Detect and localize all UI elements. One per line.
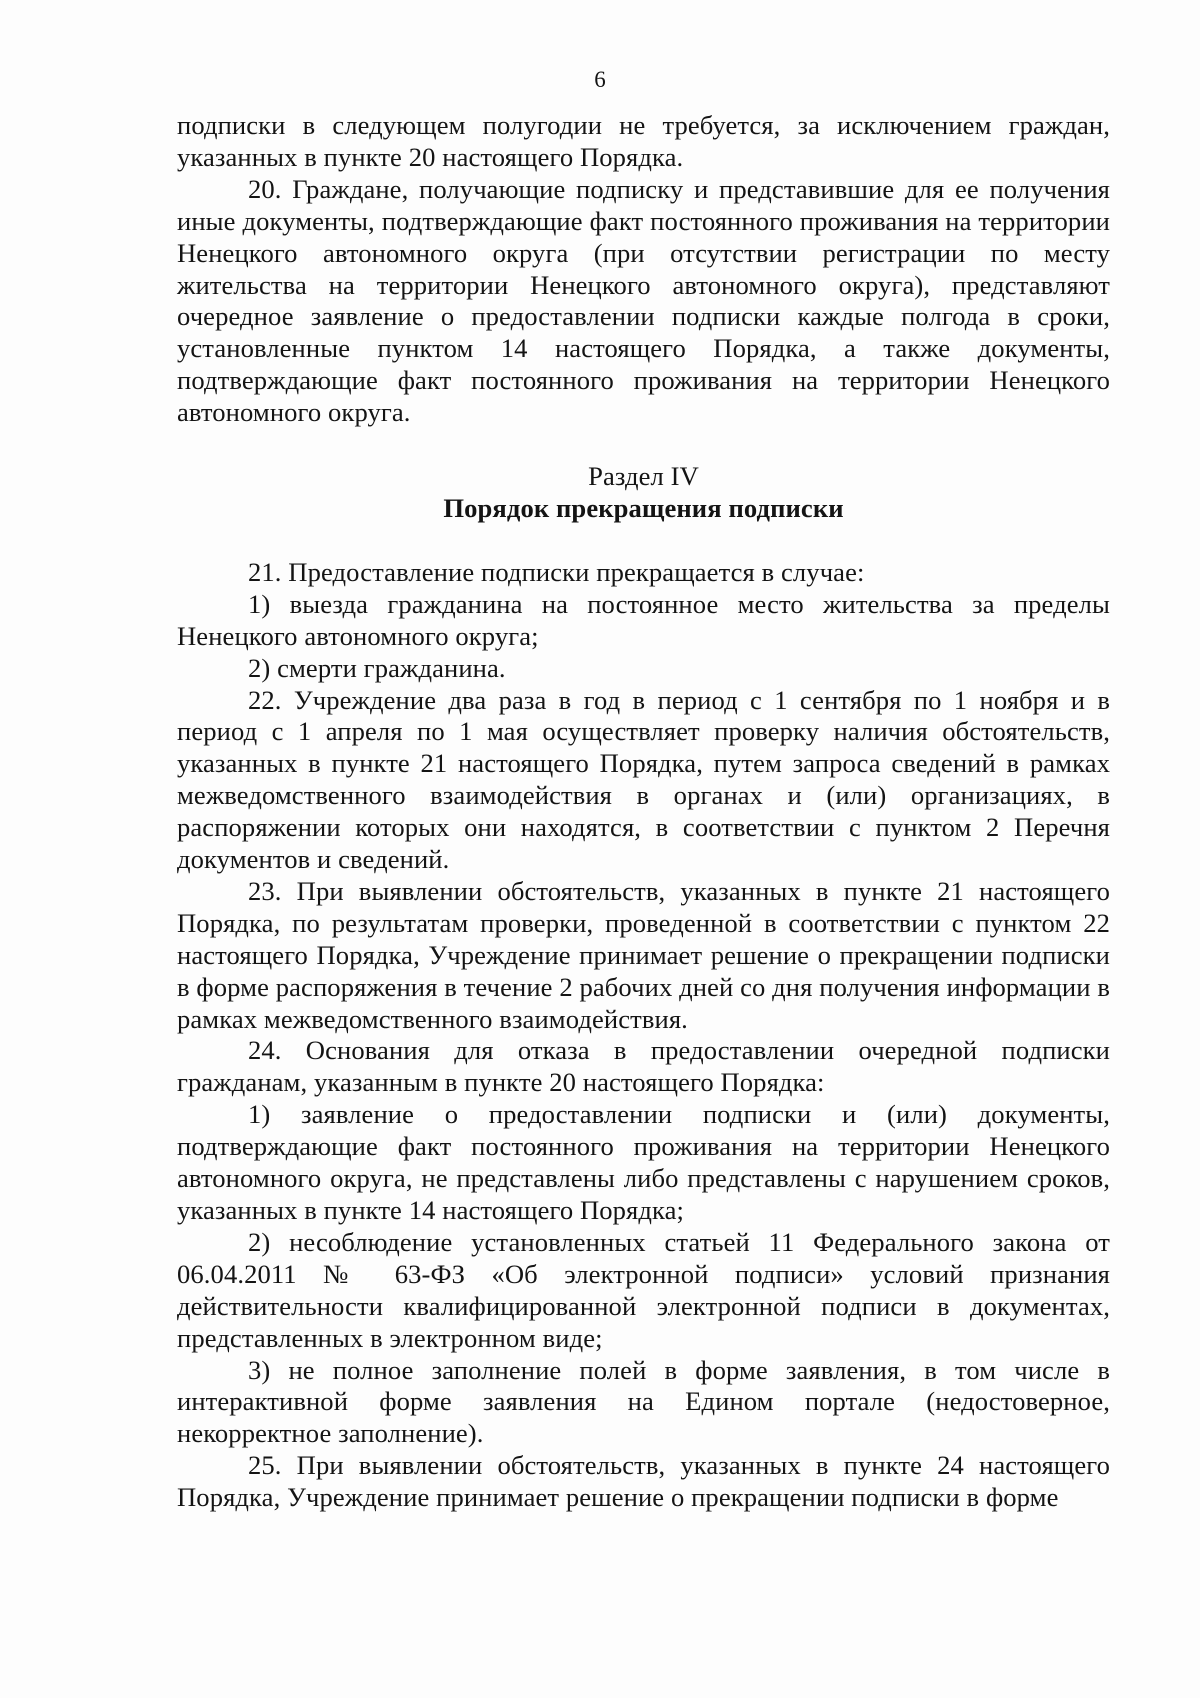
paragraph-22: 22. Учреждение два раза в год в период с 1 сентября по 1 ноября и в период с 1 апреля по 1 мая осуществляет проверку наличия обстоятельств, указанных в пункте 21 настоящего Порядка, путем запроса сведений в рамках межведомственного взаимодействия в органах и (или) организациях, в распоряжении которых они находятся, в соответствии с пунктом 2 Перечня документов и сведений.: [177, 684, 1110, 875]
document-body: [177, 110, 1110, 1514]
paragraph-25: 25. При выявлении обстоятельств, указанных в пункте 24 настоящего Порядка, Учреждение принимает решение о прекращении подписки в форме: [177, 1450, 1110, 1513]
paragraph-24-item-3: 3) не полное заполнение полей в форме заявления, в том числе в интерактивной форме заявления на Едином портале (недостоверное, некорректное заполнение).: [177, 1354, 1110, 1449]
spacer: [177, 429, 1110, 461]
spacer: [177, 525, 1110, 557]
paragraph-24-item-1: 1) заявление о предоставлении подписки и (или) документы, подтверждающие факт постоянного проживания на территории Ненецкого автономного округа, не представлены либо представлены с нарушением сроков, указанных в пункте 14 настоящего Порядка;: [177, 1099, 1110, 1225]
paragraph-21-item-2: 2) смерти гражданина.: [248, 652, 506, 683]
page-number: 6: [594, 67, 606, 92]
paragraph-21: 21. Предоставление подписки прекращается в случае:: [248, 556, 865, 587]
paragraph-24: 24. Основания для отказа в предоставлении очередной подписки гражданам, указанным в пункте 20 настоящего Порядка:: [177, 1035, 1110, 1098]
paragraph-24-item-2: 2) несоблюдение установленных статьей 11 Федерального закона от 06.04.2011 № 63-ФЗ «Об электронной подписи» условий признания действительности квалифицированной электронной подписи в документах, представленных в электронном виде;: [177, 1226, 1110, 1353]
paragraph-21-item-1: 1) выезда гражданина на постоянное место жительства за пределы Ненецкого автономного округа;: [177, 588, 1110, 651]
section-label: Раздел IV: [588, 461, 699, 492]
paragraph-20: 20. Граждане, получающие подписку и представившие для ее получения иные документы, подтверждающие факт постоянного проживания на территории Ненецкого автономного округа (при отсутствии регистрации по месту жительства на территории Ненецкого автономного округа), представляют очередное заявление о предоставлении подписки каждые полгода в сроки, установленные пунктом 14 настоящего Порядка, а также документы, подтверждающие факт постоянного проживания на территории Ненецкого автономного округа.: [177, 173, 1110, 428]
section-title: Порядок прекращения подписки: [443, 492, 844, 523]
paragraph-23: 23. При выявлении обстоятельств, указанных в пункте 21 настоящего Порядка, по результатам проверки, проведенной в соответствии с пунктом 22 настоящего Порядка, Учреждение принимает решение о прекращении подписки в форме распоряжения в течение 2 рабочих дней со дня получения информации в рамках межведомственного взаимодействия.: [177, 875, 1110, 1034]
paragraph-continuation: подписки в следующем полугодии не требуется, за исключением граждан, указанных в пункте 20 настоящего Порядка.: [177, 110, 1110, 172]
